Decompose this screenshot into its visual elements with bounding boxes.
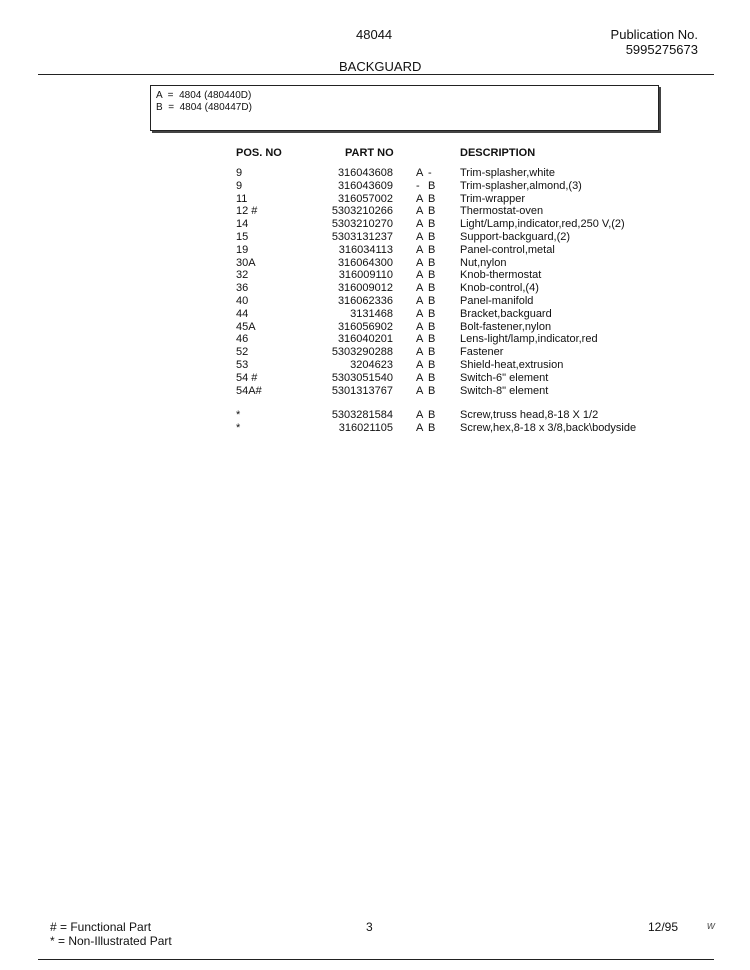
description-cell: Light/Lamp,indicator,red,250 V,(2) xyxy=(460,218,625,231)
pos-cell: 32 xyxy=(236,269,249,282)
part-number-cell: 316057002 xyxy=(337,192,393,205)
model-a-cell: A xyxy=(416,295,424,307)
description-cell: Bolt-fastener,nylon xyxy=(460,320,552,333)
model-a-cell: A xyxy=(416,384,424,397)
table-row xyxy=(0,257,750,270)
part-number-cell: 5303051540 xyxy=(331,371,393,384)
table-row xyxy=(0,409,750,422)
publication-block xyxy=(611,27,698,57)
description-cell: Switch-6" element xyxy=(460,371,549,384)
pos-cell: 45A xyxy=(236,320,256,333)
table-row xyxy=(0,346,750,359)
model-b-cell: B xyxy=(428,192,436,205)
pos-cell: 15 xyxy=(236,231,249,243)
model-a-cell: A xyxy=(416,167,424,179)
model-a-cell: A xyxy=(416,371,424,384)
table-row xyxy=(0,321,750,334)
part-number-cell: 316009110 xyxy=(338,269,393,282)
model-b-cell: - xyxy=(428,167,432,179)
pos-cell: 40 xyxy=(236,295,249,307)
pos-cell: 30A xyxy=(236,256,256,269)
model-a-cell: A xyxy=(416,231,424,243)
table-row xyxy=(0,218,750,231)
pos-cell: 9 xyxy=(236,179,243,192)
description-cell: Lens-light/lamp,indicator,red xyxy=(460,333,598,346)
model-b-cell: B xyxy=(428,256,436,269)
model-b-cell: B xyxy=(428,371,436,384)
model-a-cell: A xyxy=(416,359,424,371)
model-b-cell: B xyxy=(428,320,436,333)
table-row xyxy=(0,167,750,180)
model-a-cell: A xyxy=(416,192,424,205)
handwritten-mark: w xyxy=(707,920,715,932)
bottom-divider xyxy=(38,959,714,960)
table-row xyxy=(0,385,750,398)
pos-cell: 52 xyxy=(236,346,249,359)
table-row xyxy=(0,180,750,193)
header-part-no: PART NO xyxy=(345,147,394,159)
model-b-cell: B xyxy=(428,295,436,307)
table-row xyxy=(0,269,750,282)
description-cell: Trim-splasher,almond,(3) xyxy=(460,179,582,192)
part-number-cell: 5303210266 xyxy=(331,205,393,218)
description-cell: Shield-heat,extrusion xyxy=(460,359,564,371)
model-a-cell: A xyxy=(416,256,424,269)
legend-functional: # = Functional Part xyxy=(50,920,152,934)
table-row xyxy=(0,205,750,218)
model-a-cell: A xyxy=(416,218,424,231)
description-cell: Knob-control,(4) xyxy=(460,282,539,295)
pos-cell: * xyxy=(236,422,241,435)
model-b-cell: B xyxy=(428,346,436,359)
model-a-cell: A xyxy=(416,243,424,256)
table-row xyxy=(0,308,750,321)
description-cell: Panel-manifold xyxy=(460,295,534,307)
table-row xyxy=(0,333,750,346)
pos-cell: 53 xyxy=(236,359,249,371)
pos-cell: 11 xyxy=(236,192,248,205)
pos-cell: 36 xyxy=(236,282,249,295)
model-b-cell: B xyxy=(428,422,436,435)
model-a-cell: A xyxy=(416,307,424,320)
model-b-cell: B xyxy=(428,218,436,231)
model-b-cell: B xyxy=(428,409,436,422)
table-row xyxy=(0,193,750,206)
pos-cell: 9 xyxy=(236,167,243,179)
part-number-cell: 5303210270 xyxy=(331,218,393,231)
publication-number: 5995275673 xyxy=(625,42,698,57)
part-number-cell: 5303281584 xyxy=(331,409,393,422)
table-row xyxy=(0,359,750,372)
model-b-cell: B xyxy=(428,307,436,320)
table-row xyxy=(0,422,750,435)
header-pos-no: POS. NO xyxy=(236,147,282,159)
pos-cell: 54A# xyxy=(236,384,262,397)
description-cell: Nut,nylon xyxy=(460,256,507,269)
pos-cell: * xyxy=(236,409,241,422)
model-a-cell: A xyxy=(416,346,424,359)
description-cell: Fastener xyxy=(460,346,504,359)
model-b-cell: B xyxy=(428,333,436,346)
model-legend-box xyxy=(150,85,659,131)
table-row xyxy=(0,295,750,308)
model-a-cell: A xyxy=(416,409,424,422)
model-a-line: A = 4804 (480440D) xyxy=(156,90,252,101)
model-a-cell: A xyxy=(416,333,424,346)
model-b-cell: B xyxy=(428,384,436,397)
model-a-cell: A xyxy=(416,282,424,295)
model-a-cell: - xyxy=(416,179,420,192)
description-cell: Panel-control,metal xyxy=(460,243,555,256)
part-number-cell: 316064300 xyxy=(337,256,393,269)
table-row xyxy=(0,282,750,295)
part-number-cell: 316056902 xyxy=(337,320,393,333)
part-number-cell: 3131468 xyxy=(350,307,393,320)
description-cell: Switch-8" element xyxy=(460,384,549,397)
model-b-line: B = 4804 (480447D) xyxy=(156,102,252,113)
model-a-cell: A xyxy=(416,269,424,282)
pos-cell: 19 xyxy=(236,243,249,256)
part-number-cell: 316043608 xyxy=(337,167,393,179)
part-number-cell: 5303131237 xyxy=(331,231,393,243)
pos-cell: 46 xyxy=(236,333,249,346)
publication-label: Publication No. xyxy=(610,27,698,42)
table-row xyxy=(0,231,750,244)
footer-legend xyxy=(50,920,172,948)
page-number: 3 xyxy=(366,920,373,934)
model-b-cell: B xyxy=(428,243,436,256)
description-cell: Trim-splasher,white xyxy=(460,167,555,179)
part-number-cell: 316009012 xyxy=(337,282,393,295)
description-cell: Knob-thermostat xyxy=(460,269,542,282)
model-a-cell: A xyxy=(416,422,424,435)
header-description: DESCRIPTION xyxy=(460,147,536,159)
part-number-cell: 5303290288 xyxy=(331,346,393,359)
part-number-cell: 316021105 xyxy=(338,422,393,435)
model-a-cell: A xyxy=(416,205,424,218)
part-number-cell: 316043609 xyxy=(337,179,393,192)
model-b-cell: B xyxy=(428,179,436,192)
description-cell: Screw,truss head,8-18 X 1/2 xyxy=(460,409,599,422)
part-number-cell: 3204623 xyxy=(350,359,393,371)
part-number-cell: 316040201 xyxy=(337,333,393,346)
part-number-cell: 316034113 xyxy=(338,243,393,256)
pos-cell: 54 # xyxy=(236,371,258,384)
part-number-cell: 316062336 xyxy=(337,295,393,307)
model-b-cell: B xyxy=(428,359,436,371)
pos-cell: 44 xyxy=(236,307,249,320)
top-divider xyxy=(38,74,714,75)
pos-cell: 12 # xyxy=(236,205,258,218)
model-b-cell: B xyxy=(428,205,436,218)
description-cell: Screw,hex,8-18 x 3/8,back\bodyside xyxy=(460,422,637,435)
model-a-cell: A xyxy=(416,320,424,333)
description-cell: Bracket,backguard xyxy=(460,307,552,320)
model-b-cell: B xyxy=(428,231,436,243)
legend-non-illustrated: * = Non-Illustrated Part xyxy=(50,934,172,948)
part-number-cell: 5301313767 xyxy=(331,384,393,397)
section-title: BACKGUARD xyxy=(339,59,422,74)
footer-date: 12/95 xyxy=(648,920,679,934)
model-b-cell: B xyxy=(428,269,436,282)
model-b-cell: B xyxy=(428,282,436,295)
description-cell: Thermostat-oven xyxy=(460,205,544,218)
description-cell: Trim-wrapper xyxy=(460,192,525,205)
description-cell: Support-backguard,(2) xyxy=(460,231,571,243)
table-row xyxy=(0,244,750,257)
pos-cell: 14 xyxy=(236,218,249,231)
model-number: 48044 xyxy=(356,27,393,42)
table-row xyxy=(0,372,750,385)
